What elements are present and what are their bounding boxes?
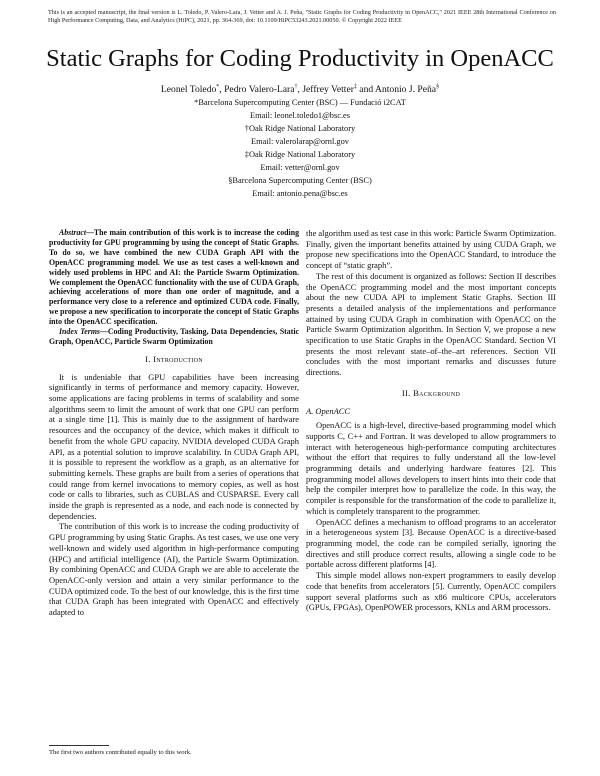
intro-paragraph: the algorithm used as test case in this work: Particle Swarm Optimization. Finally, given the important benefits attained by using CUDA Graph, we propose new specifications into the OpenACC Standard, to introduce the concept of “static graph”. — [306, 228, 556, 271]
background-paragraph: This simple model allows non-expert programmers to easily develop code that benefits from accelerators [5]. Currently, OpenACC compilers support several platforms such as x86 multicore CPUs, accelerators (GPUs, FPGAs), OpenPOWER processors, KNLs and ARM processors. — [306, 570, 556, 613]
left-column — [49, 228, 299, 618]
right-column — [306, 228, 556, 613]
index-terms — [49, 327, 299, 347]
subsection-heading-openacc: A. OpenACC — [306, 405, 351, 416]
affiliation: §Barcelona Supercomputing Center (BSC) — [228, 176, 372, 185]
author-name: Jeffrey Vetter — [302, 84, 354, 95]
affiliation: †Oak Ridge National Laboratory — [244, 124, 356, 133]
intro-paragraph: The rest of this document is organized as follows: Section II describes the OpenACC programming model and the most important concepts about the new CUDA API to implement Static Graphs. Section III presents a detailed analysis of the implementations and performance attained by using CUDA Graph in combination with OpenACC on the Particle Swarm Optimization algorithm. In Section V, we propose a new specification to use Static Graphs in the OpenACC Standard. Section VI presents the most relevant state–of–the–art references. Section VII concludes with the most important remarks and discusses future directions. — [306, 270, 556, 378]
intro-paragraph: The contribution of this work is to increase the coding productivity of GPU programming by using Static Graphs. As test cases, we use one very well-known and widely used algorithm in high-performance computing (HPC) and artificial intelligence (AI), the Particle Swarm Optimization. By combining OpenACC and CUDA Graph we are able to accelerate the OpenACC-only version and attain a very similar performance to the CUDA optimized code. To the best of our knowledge, this is the first time that CUDA Graph has been integrated with OpenACC and effectively adapted to — [49, 521, 299, 618]
author-mark: † — [294, 83, 298, 90]
paper-title: Static Graphs for Coding Productivity in OpenACC — [46, 45, 554, 72]
footnote: The first two authors contributed equally to this work. — [49, 749, 192, 756]
author-email: Email: vetter@ornl.gov — [260, 163, 340, 172]
section-heading-introduction: I. Introduction — [145, 353, 203, 364]
author-line: Leonel Toledo*, Pedro Valero-Lara†, Jeffrey Vetter‡ and Antonio J. Peña§ — [160, 83, 440, 95]
author-name: Antonio J. Peña — [375, 84, 437, 95]
author-name: Leonel Toledo — [160, 84, 217, 95]
abstract-label: Abstract — [59, 228, 87, 237]
author-mark: § — [436, 83, 440, 90]
abstract — [49, 228, 299, 327]
intro-paragraph: It is undeniable that GPU capabilities have been increasing significantly in terms of performance and memory capacity. However, some applications are facing problems in terms of scalability and some algorithms seem to limit the amount of work that one GPU can perform at a single time [1]. This is mainly due to the assignment of hardware resources and the occupancy of the device, which makes it difficult to benefit from the whole GPU capacity. NVIDIA developed CUDA Graph API, as a potential solution to improve scalability. In CUDA Graph API, it is possible to represent the workflow as a graph, as an alternative for submitting kernels. These graphs are built from a series of operations that could range from kernel invocations to memory copies, as well as host code or calls to libraries, such as CUBLAS and CUSPARSE. Every call inside the graph is represented as a node, and each node is connected by dependencies. — [49, 371, 299, 521]
author-email: Email: antonio.pena@bsc.es — [252, 189, 348, 198]
copyright-notice: This is an accepted manuscript, the final version is L. Toledo, P. Valero-Lara, J. Vetter and A. J. Peña, "Static Graphs for Coding Productivity in OpenACC," 2021 IEEE 28th International Conference on High Performance Computing, Data, and Analytics (HiPC), 2021, pp. 364-369, doi: 10.1109/HiPC53243.2021.00050. © Copyright 2022 IEEE — [48, 9, 556, 25]
background-paragraph: OpenACC is a high-level, directive-based programming model which supports C, C++ and Fortran. It was developed to allow programmers to interact with heterogeneous high-performance computing architectures without the effort that requires to fully understand all the low-level programming details and underlying hardware features [2]. This programming model allows developers to insert hints into their code that help the compiler interpret how to parallelize the code. In this way, the compiler is responsible for the transformation of the code to parallelize it, which is completely transparent to the programmer. — [306, 420, 556, 516]
author-mark: ‡ — [353, 83, 357, 90]
abstract-text: —The main contribution of this work is to increase the coding productivity for GPU programming by using the concept of Static Graphs. To do so, we have combined the new CUDA Graph API with the OpenACC programming model. We use as test cases a well-known and widely used problems in HPC and AI: the Particle Swarm Optimization. We complement the OpenACC functionality with the use of CUDA Graph, achieving accelerations of more than one order of magnitude, and a performance very close to a reference and optimized CUDA code. Finally, we propose a new specification to incorporate the concept of Static Graphs into the OpenACC specification. — [49, 228, 299, 327]
background-paragraph: OpenACC defines a mechanism to offload programs to an accelerator in a heterogeneous system [3]. Because OpenACC is a directive-based programming model, the code can be compiled serially, ignoring the directives and still produce correct results, allowing a single code to be portable across different platforms [4]. — [306, 516, 556, 570]
author-mark: * — [216, 83, 220, 90]
section-heading-background: II. Background — [401, 387, 461, 398]
affiliation: *Barcelona Supercomputing Center (BSC) — Fundació i2CAT — [194, 98, 406, 107]
author-email: Email: valerolarap@ornl.gov — [251, 137, 349, 146]
index-terms-label: Index Terms — [59, 327, 100, 337]
footnote-rule — [49, 745, 109, 746]
author-email: Email: leonel.toledo1@bsc.es — [249, 111, 351, 120]
index-terms-text: —Coding Productivity, Tasking, Data Dependencies, Static Graph, OpenACC, Particle Swarm Optimization — [49, 327, 299, 346]
affiliation: ‡Oak Ridge National Laboratory — [244, 150, 356, 159]
author-name: Pedro Valero-Lara — [224, 84, 295, 95]
